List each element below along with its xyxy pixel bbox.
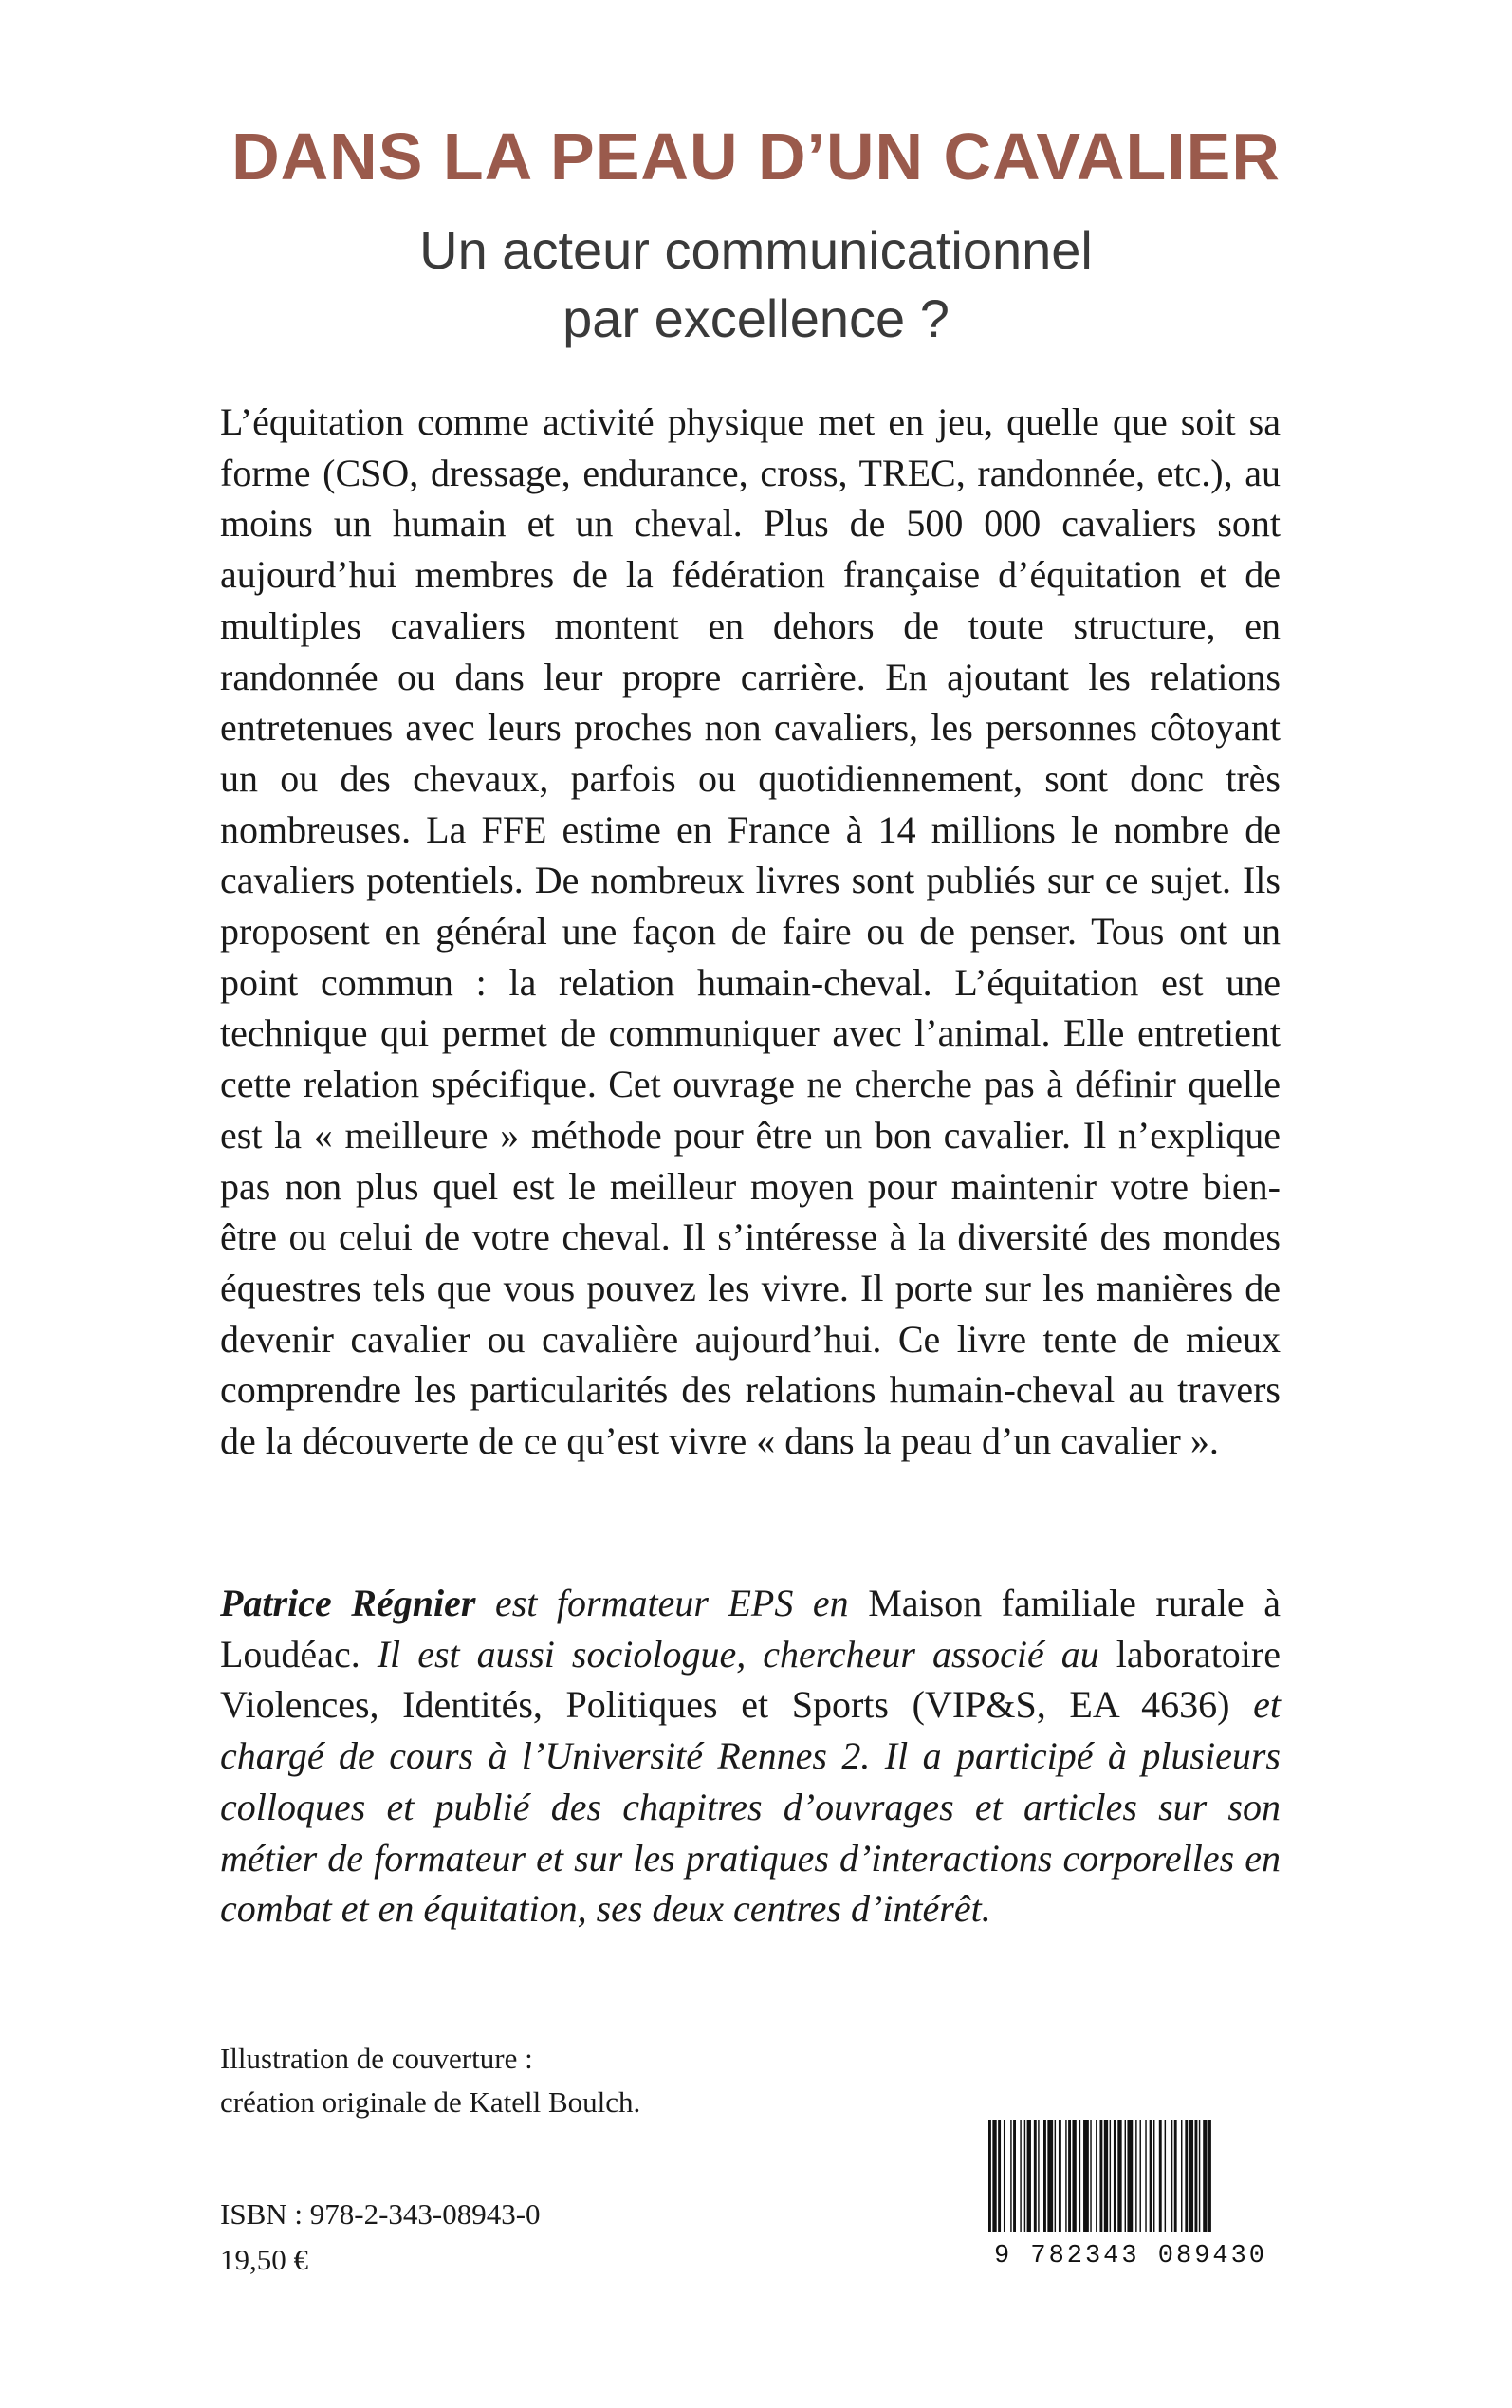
illustration-credit-line-2: création originale de Katell Boulch.: [220, 2085, 641, 2119]
barcode-bar: [1059, 2120, 1061, 2232]
barcode-bar: [1181, 2120, 1182, 2232]
author-bio-part-2: Maison familiale rurale à Loudéac.: [220, 1582, 1281, 1676]
barcode-bar: [1004, 2120, 1005, 2232]
book-subtitle: [0, 216, 1512, 353]
barcode: [983, 2120, 1280, 2267]
author-name: Patrice Régnier: [220, 1582, 476, 1624]
barcode-bar: [1171, 2120, 1172, 2232]
barcode-bar: [1189, 2120, 1193, 2232]
barcode-bar: [1099, 2120, 1102, 2232]
barcode-bar: [1047, 2120, 1053, 2232]
barcode-bar: [1010, 2120, 1011, 2232]
book-title: DANS LA PEAU D’UN CAVALIER: [231, 120, 1281, 194]
barcode-bar: [1038, 2120, 1039, 2232]
barcode-bar: [1013, 2120, 1016, 2232]
barcode-bar: [998, 2120, 1001, 2232]
barcode-bar: [1174, 2120, 1177, 2232]
illustration-credit-line-1: Illustration de couverture :: [220, 2042, 533, 2075]
barcode-bar: [1079, 2120, 1080, 2232]
price-text: 19,50 €: [220, 2243, 308, 2276]
author-bio-part-4: laboratoire Violences, Identités, Politiques et Sports (VIP&S, EA 4636): [220, 1632, 1281, 1727]
barcode-bar: [1165, 2120, 1166, 2232]
barcode-bar: [1199, 2120, 1200, 2232]
barcode-bar: [992, 2120, 996, 2232]
barcode-bar: [1195, 2120, 1198, 2232]
isbn-text: ISBN : 978-2-343-08943-0: [220, 2197, 541, 2231]
author-bio-part-1: est formateur EPS en: [475, 1582, 869, 1624]
barcode-bar: [988, 2120, 991, 2232]
barcode-bar: [1159, 2120, 1162, 2232]
barcode-bar: [1065, 2120, 1066, 2232]
barcode-bar: [1153, 2120, 1154, 2232]
summary-paragraph: L’équitation comme activité physique met en jeu, quelle que soit sa forme (CSO, dressage, endurance, cross, TREC, randonnée, etc.), au moins un humain et un cheval. Plus de 500 000 cavaliers sont aujourd’hui membres de la fédération française d’équitation et de multiples cavaliers montent en dehors de toute structure, en randonnée ou dans leur propre carrière. En ajoutant les relations entretenues avec leurs proches non cavaliers, les personnes côtoyant un ou des chevaux, parfois ou quotidiennement, sont donc très nombreuses. La FFE estime en France à 14 millions le nombre de cavaliers potentiels. De nombreux livres sont publiés sur ce sujet. Ils proposent en général une façon de faire ou de penser. Tous ont un point commun : la relation humain-cheval. L’équitation est une technique qui permet de communiquer avec l’animal. Elle entretient cette relation spécifique. Cet ouvrage ne cherche pas à définir quelle est la « meilleure » méthode pour être un bon cavalier. Il n’explique pas non plus quel est le meilleur moyen pour maintenir votre bien-être ou celui de votre cheval. Il s’intéresse à la diversité des mondes équestres tels que vous pouvez les vivre. Il porte sur les manières de devenir cavalier ou cavalière aujourd’hui. Ce livre tente de mieux comprendre les particularités des relations humain-cheval au travers de la découverte de ce qu’est vivre « dans la peau d’un cavalier ».: [220, 400, 1281, 1463]
author-bio-part-5: et chargé de cours à l’Université Rennes 2. Il a participé à plusieurs colloques et publié des chapitres d’ouvrages et articles sur son métier de formateur et sur les pratiques d’interactions corporelles en combat et en équitation, ses deux centres d’intérêt.: [220, 1683, 1281, 1931]
barcode-digits: 9 782343 089430: [993, 2242, 1268, 2267]
subtitle-line-2: par excellence ?: [562, 288, 950, 348]
barcode-bar: [1034, 2120, 1037, 2232]
barcode-bar: [1083, 2120, 1089, 2232]
barcode-bar: [1135, 2120, 1136, 2232]
author-bio-part-3: Il est aussi sociologue, chercheur associé au: [377, 1632, 1116, 1676]
barcode-bar: [1145, 2120, 1146, 2232]
barcode-bar: [1203, 2120, 1207, 2232]
barcode-bar: [1072, 2120, 1076, 2232]
barcode-bar: [1127, 2120, 1133, 2232]
barcode-bar: [1140, 2120, 1141, 2232]
barcode-bar: [1055, 2120, 1056, 2232]
barcode-bar: [1027, 2120, 1031, 2232]
barcode-bar: [1096, 2120, 1097, 2232]
barcode-bar: [1125, 2120, 1126, 2232]
barcode-bar: [1024, 2120, 1025, 2232]
barcode-bar: [1043, 2120, 1046, 2232]
barcode-bar: [1185, 2120, 1188, 2232]
barcode-bar: [1208, 2120, 1211, 2232]
barcode-bar: [1114, 2120, 1116, 2232]
barcode-bar: [1110, 2120, 1111, 2232]
barcode-bar: [1104, 2120, 1108, 2232]
barcode-bars: [988, 2120, 1211, 2232]
barcode-bar: [1117, 2120, 1121, 2232]
barcode-bar: [1020, 2120, 1021, 2232]
subtitle-line-1: Un acteur communicationnel: [419, 220, 1093, 280]
barcode-bar: [1068, 2120, 1071, 2232]
barcode-bar: [1150, 2120, 1152, 2232]
author-bio: [220, 1578, 1281, 1935]
barcode-bar: [1090, 2120, 1091, 2232]
